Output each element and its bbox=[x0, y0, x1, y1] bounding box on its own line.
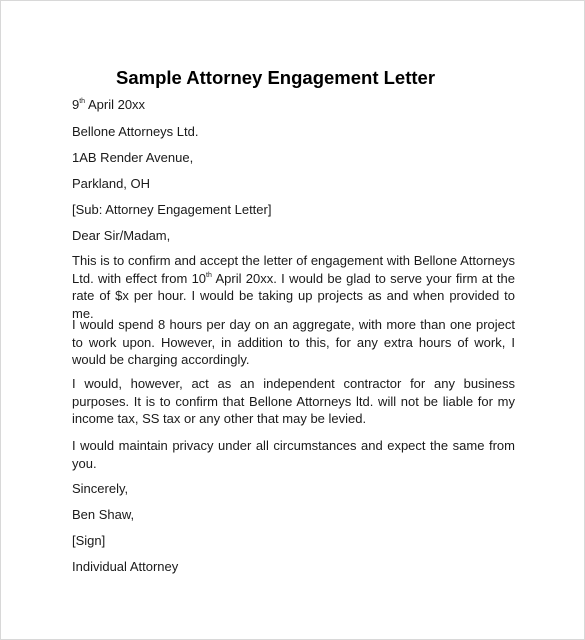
closing: Sincerely, bbox=[72, 481, 129, 496]
recipient-name: Bellone Attorneys Ltd. bbox=[72, 124, 199, 139]
signer-title: Individual Attorney bbox=[72, 559, 179, 574]
address-line-1: 1AB Render Avenue, bbox=[72, 150, 194, 165]
paragraph-privacy: I would maintain privacy under all circumstances and expect the same from you. bbox=[72, 438, 515, 471]
signer-name: Ben Shaw, bbox=[72, 507, 135, 522]
paragraph-hours: I would spend 8 hours per day on an aggregate, with more than one project to work upon. However, in addition to this, for any extra hours of work, I would be charging accordingly. bbox=[72, 317, 515, 367]
letter-date: 9th April 20xx bbox=[72, 97, 146, 112]
paragraph-contractor: I would, however, act as an independent contractor for any business purposes. It is to confirm that Bellone Attorneys ltd. will not be liable for my income tax, SS tax or any other that may be levied. bbox=[72, 376, 515, 426]
signature-placeholder: [Sign] bbox=[72, 533, 106, 548]
subject-line: [Sub: Attorney Engagement Letter] bbox=[72, 202, 272, 217]
letter-title: Sample Attorney Engagement Letter bbox=[116, 67, 436, 88]
paragraph-engagement: This is to confirm and accept the letter of engagement with Bellone Attorneys Ltd. with effect from 10th April 20xx. I would be glad to serve your firm at the rate of $x per hour. I would be taking up projects as and when provided to me. bbox=[72, 253, 515, 321]
address-line-2: Parkland, OH bbox=[72, 176, 151, 191]
salutation: Dear Sir/Madam, bbox=[72, 228, 171, 243]
